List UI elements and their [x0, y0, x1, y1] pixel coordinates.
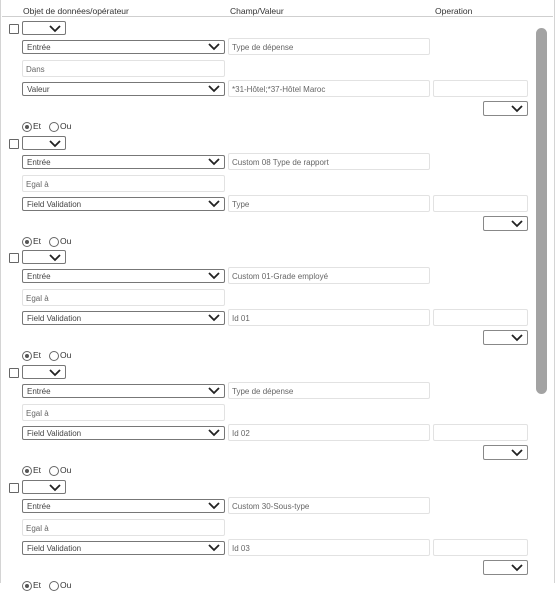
chevron-down-icon	[207, 199, 221, 209]
source-select[interactable]: Entrée	[22, 499, 225, 513]
condition-row: Entrée Custom 01-Grade employé Egal à Field Validation Id 01 Et Ou	[0, 246, 532, 361]
condition-row: Entrée Type de dépense Dans Valeur *31-Hôtel;*37-Hôtel Maroc Et Ou	[0, 17, 532, 132]
conditions-list	[0, 17, 532, 590]
operator-input[interactable]: Dans	[22, 60, 225, 77]
field-name-input[interactable]: Custom 30-Sous-type	[228, 497, 430, 514]
chevron-down-icon	[207, 428, 221, 438]
chevron-down-icon	[207, 271, 221, 281]
condition-checkbox[interactable]	[9, 139, 19, 149]
operation-select[interactable]	[483, 445, 528, 460]
parenthesis-select[interactable]	[22, 365, 66, 379]
operation-input[interactable]	[433, 80, 528, 97]
chevron-down-icon	[48, 252, 62, 262]
and-radio[interactable]	[22, 581, 32, 591]
operator-input[interactable]: Egal à	[22, 175, 225, 192]
or-radio[interactable]	[49, 351, 59, 361]
operation-select[interactable]	[483, 101, 528, 116]
condition-checkbox[interactable]	[9, 24, 19, 34]
condition-row: Entrée Custom 08 Type de rapport Egal à Field Validation Type Et Ou	[0, 132, 532, 247]
field-name-input[interactable]: Type de dépense	[228, 382, 430, 399]
value-type-select[interactable]: Valeur	[22, 82, 225, 96]
column-header-object-operator: Objet de données/opérateur	[23, 6, 129, 16]
condition-row: Entrée Custom 30-Sous-type Egal à Field Validation Id 03 Et Ou	[0, 476, 532, 591]
chevron-down-icon	[207, 157, 221, 167]
operation-input[interactable]	[433, 424, 528, 441]
value-input[interactable]: Id 02	[228, 424, 430, 441]
parenthesis-select[interactable]	[22, 136, 66, 150]
value-type-select[interactable]: Field Validation	[22, 197, 225, 211]
chevron-down-icon	[207, 84, 221, 94]
source-select[interactable]: Entrée	[22, 384, 225, 398]
condition-checkbox[interactable]	[9, 253, 19, 263]
chevron-down-icon	[510, 219, 524, 229]
chevron-down-icon	[48, 23, 62, 33]
chevron-down-icon	[510, 333, 524, 343]
operation-input[interactable]	[433, 309, 528, 326]
and-radio[interactable]	[22, 122, 32, 132]
parenthesis-select[interactable]	[22, 21, 66, 35]
operation-select[interactable]	[483, 330, 528, 345]
field-name-input[interactable]: Custom 08 Type de rapport	[228, 153, 430, 170]
operation-input[interactable]	[433, 195, 528, 212]
value-type-select[interactable]: Field Validation	[22, 311, 225, 325]
operation-select[interactable]	[483, 560, 528, 575]
column-header-operation: Operation	[435, 6, 473, 16]
chevron-down-icon	[48, 367, 62, 377]
value-input[interactable]: *31-Hôtel;*37-Hôtel Maroc	[228, 80, 430, 97]
chevron-down-icon	[207, 313, 221, 323]
source-select[interactable]: Entrée	[22, 40, 225, 54]
value-type-select[interactable]: Field Validation	[22, 426, 225, 440]
operator-input[interactable]: Egal à	[22, 519, 225, 536]
chevron-down-icon	[510, 563, 524, 573]
value-input[interactable]: Id 03	[228, 539, 430, 556]
chevron-down-icon	[510, 448, 524, 458]
chevron-down-icon	[207, 501, 221, 511]
and-radio[interactable]	[22, 351, 32, 361]
value-input[interactable]: Type	[228, 195, 430, 212]
column-header-field-value: Champ/Valeur	[230, 6, 284, 16]
condition-row: Entrée Type de dépense Egal à Field Validation Id 02 Et Ou	[0, 361, 532, 476]
source-select[interactable]: Entrée	[22, 269, 225, 283]
and-radio[interactable]	[22, 466, 32, 476]
or-radio[interactable]	[49, 122, 59, 132]
condition-checkbox[interactable]	[9, 368, 19, 378]
chevron-down-icon	[207, 386, 221, 396]
operation-input[interactable]	[433, 539, 528, 556]
chevron-down-icon	[48, 482, 62, 492]
chevron-down-icon	[207, 543, 221, 553]
condition-checkbox[interactable]	[9, 483, 19, 493]
operation-select[interactable]	[483, 216, 528, 231]
operator-input[interactable]: Egal à	[22, 289, 225, 306]
vertical-scrollbar-thumb[interactable]	[536, 28, 547, 394]
field-name-input[interactable]: Type de dépense	[228, 38, 430, 55]
value-type-select[interactable]: Field Validation	[22, 541, 225, 555]
column-header-row	[2, 0, 553, 17]
chevron-down-icon	[510, 104, 524, 114]
or-radio[interactable]	[49, 581, 59, 591]
chevron-down-icon	[48, 138, 62, 148]
parenthesis-select[interactable]	[22, 480, 66, 494]
field-name-input[interactable]: Custom 01-Grade employé	[228, 267, 430, 284]
operator-input[interactable]: Egal à	[22, 404, 225, 421]
source-select[interactable]: Entrée	[22, 155, 225, 169]
parenthesis-select[interactable]	[22, 250, 66, 264]
or-radio[interactable]	[49, 466, 59, 476]
chevron-down-icon	[207, 42, 221, 52]
value-input[interactable]: Id 01	[228, 309, 430, 326]
